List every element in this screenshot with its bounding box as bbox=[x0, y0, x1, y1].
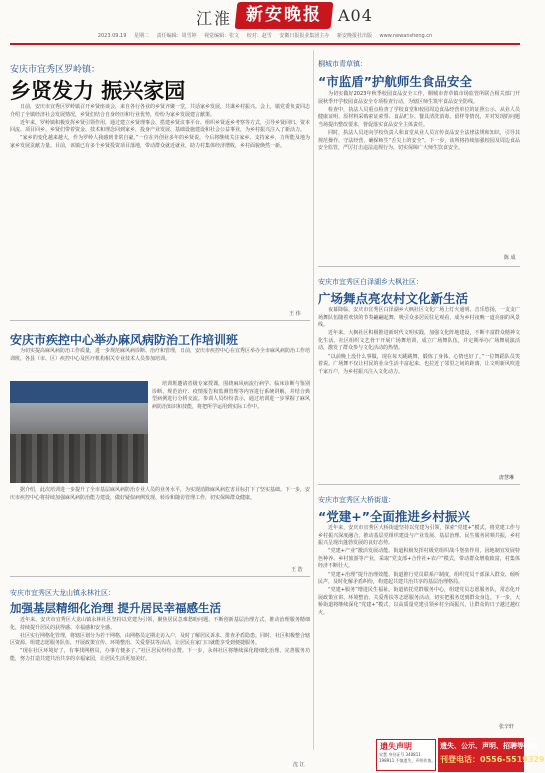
article-body-daqiao bbox=[318, 525, 520, 721]
article-headline-yonglin: 加强基层精细化治理 提升居民幸福感生活 bbox=[10, 601, 222, 615]
article-eyebrow-dafeng: 安庆市宜秀区白泽湖乡大枫社区： bbox=[318, 278, 423, 286]
article-eyebrow-luoling: 安庆市宜秀区罗岭镇： bbox=[10, 65, 101, 75]
paragraph: 夜幕降临，安庆市宜秀区白泽湖乡大枫社区文化广场上灯火通明、音乐悠扬，一支支广场舞队伍随着欢快的节奏翩翩起舞，吸引众多居民驻足观看，成为乡村夜晚一道亮丽的风景线。 bbox=[318, 307, 520, 329]
article-headline-luoling: 乡贤发力 振兴家园 bbox=[10, 79, 186, 103]
paragraph: “党建+治理”提升治理效能。街道推行党员联系户制度，组织党员干部深入群众、倾听民声，及时化解矛盾纠纷，构建起共建共治共享的基层治理格局。 bbox=[318, 571, 520, 586]
lost-notice-text: 宋慧 身份证号 340811 bbox=[379, 752, 421, 757]
classified-ad-phone: 刊登电话：0556-5519329 bbox=[440, 755, 545, 764]
article-credit-dafeng: 唐慧琳 bbox=[499, 475, 515, 481]
logo-text: 新安晚报 bbox=[246, 5, 322, 25]
paragraph: 社区实行网格化管理，将辖区划分为若干网格，由网格员定期走访入户，及时了解居民诉求、排查矛盾隐患。同时，社区积极整合辖区资源，组建志愿服务队伍，开展政策宣传、环境整治、关爱帮扶等活动，让居民在家门口就能享受到便捷服务。 bbox=[10, 632, 311, 647]
page-number: A04 bbox=[338, 6, 373, 25]
article-credit-qingcao: 陈 成 bbox=[504, 255, 516, 261]
article-headline-daqiao: “党建+”全面推进乡村振兴 bbox=[318, 509, 470, 524]
paragraph: “党建+产业”激活发展动能。街道积极发挥村级党组织战斗堡垒作用，因地制宜发展特色种养、乡村旅游等产业，采取“党支部+合作社+农户”模式，带动群众增收致富，村集体经济不断壮大。 bbox=[318, 548, 520, 570]
paragraph: 近年来，安庆市宜秀区大龙山镇永林社区坚持以党建为引领，聚焦居民急难愁盼问题，不断创新基层治理方式，推动治理服务精细化，持续提升居民的获得感、幸福感和安全感。 bbox=[10, 617, 310, 631]
training-photo bbox=[10, 381, 148, 483]
paragraph: 据介绍，此次培训进一步提升了全市基层麻风病防治专业人员的业务水平，为实现消除麻风病危害目标打下了坚实基础。下一步，安庆市疾控中心将持续加强麻风病防治能力建设，做好疑似病例发现、转诊和随访管理工作，切实保障群众健康。 bbox=[10, 487, 311, 501]
paragraph: 检查中，执法人员重点检查了学校食堂和校园周边食品经营单位的证照公示、从业人员健康证明、原材料采购索证索票、食品贮存、餐具清洗消毒、留样等情况，并对发现的问题当场提出整改要求，督促落实食品安全主体责任。 bbox=[318, 106, 520, 128]
article-eyebrow-daqiao: 安庆市宜秀区大桥街道： bbox=[318, 496, 395, 504]
article-headline-qingcao: “市监盾”护航师生食品安全 bbox=[318, 74, 472, 89]
paragraph: 为切实提高麻风病防治工作质量，进一步规范麻风病诊断、治疗和管理，日前，安庆市疾控中心在宜秀区举办全市麻风病防治工作培训班，各县（市、区）疾控中心及医疗机构相关专业技术人员参加培训。 bbox=[10, 348, 311, 362]
region-name: 江淮 bbox=[196, 9, 233, 28]
article-headline-leprosy: 安庆市疾控中心举办麻风病防治工作培训班 bbox=[10, 333, 239, 347]
article-credit-luoling: 王 伟 bbox=[289, 311, 301, 317]
paragraph: 为切实做好2023年秋季校园食品安全工作，桐城市青草镇市场监管所联合相关部门开展秋季开学校园食品安全专项检查行动，为辖区师生筑牢食品安全防线。 bbox=[318, 91, 520, 105]
article-body-qingcao bbox=[318, 91, 520, 253]
article-divider bbox=[10, 576, 310, 577]
article-credit-daqiao: 张辛轩 bbox=[499, 724, 515, 730]
article-credit-leprosy: 王 浩 bbox=[291, 567, 303, 573]
paragraph: “以前晚上没什么事做，现在每天跳跳舞，锻炼了身体，心情也好了。”一位舞蹈队员笑着说。广场舞不仅让村民的业余生活丰富起来，也拉近了邻里之间的距离，让文明新风吹进千家万户，为乡村振兴注入文化动力。 bbox=[318, 353, 520, 375]
lost-notice-text: 198911 不慎遗失，声明作废。 bbox=[379, 758, 436, 763]
paragraph: 同时，执法人员还向学校负责人和食堂从业人员宣传食品安全法律法规和知识，引导其规范操作、守法经营，确保师生“舌尖上的安全”。下一步，该所将持续加强校园及周边食品安全监管，严厉打击违法违规行为，切实保障广大师生饮食安全。 bbox=[318, 129, 520, 152]
article-divider bbox=[318, 484, 520, 485]
masthead bbox=[0, 0, 530, 32]
article-body-dafeng bbox=[318, 307, 520, 473]
paragraph: 近年来，安庆市宜秀区大桥街道坚持以党建为引领，探索“党建+”模式，将党建工作与乡村振兴深度融合，推动基层党组织建设与产业发展、基层治理、民生服务同频共振，乡村振兴呈现出蓬勃发展的良好态势。 bbox=[318, 525, 520, 547]
lost-notice-title: 遗失声明 bbox=[380, 742, 412, 751]
article-divider bbox=[318, 266, 520, 267]
photo-audience bbox=[10, 434, 148, 483]
paragraph: 日前，安庆市宜秀区罗岭镇召开乡贤座谈会，来自各行各业的乡贤齐聚一堂，共话家乡发展，共谋乡村振兴。会上，镇党委负责同志介绍了全镇经济社会发展情况，乡贤们结合自身经历和行业优势，纷纷为家乡发展建言献策。 bbox=[10, 104, 311, 118]
paragraph: “党建+服务”增进民生福祉。街道依托党群服务中心，组建党员志愿服务队，常态化开展政策宣讲、环境整治、关爱帮扶等志愿服务活动，切实把服务送到群众身边。下一步，大桥街道将继续深化“党建+”模式，以高质量党建引领乡村全面振兴，让群众的日子越过越红火。 bbox=[318, 587, 520, 617]
article-divider bbox=[10, 320, 310, 321]
newspaper-logo bbox=[235, 2, 334, 29]
issue-meta-line: 2023.09.19 星期二 责任编辑：周雪婷 视觉编辑：张文 校对：赵雪 安徽日报报业集团主办 新安晚报社出版 www.newansheng.cn bbox=[97, 33, 433, 39]
masthead-rule bbox=[10, 43, 520, 45]
article-intro-leprosy bbox=[10, 348, 310, 377]
article-eyebrow-yonglin: 安庆市宜秀区大龙山镇永林社区： bbox=[10, 589, 115, 597]
paragraph: “现在社区环境好了，有事找网格员，办事方便多了。”社区居民纷纷点赞。下一步，永林社区将继续深化精细化治理，完善服务功能，努力打造共建共治共享的幸福家园，让居民生活更加美好。 bbox=[10, 648, 310, 662]
article-body-luoling bbox=[10, 104, 310, 309]
article-body-yonglin bbox=[10, 617, 310, 759]
article-credit-yonglin: 沈 江 bbox=[293, 762, 305, 768]
column-divider bbox=[313, 50, 314, 750]
paragraph: 近年来，大枫社区积极推进新时代文明实践，加强文化阵地建设，不断丰富群众精神文化生活。社区组织文艺骨干开展广场舞培训，成立广场舞队伍，并定期举办广场舞展演活动，激发了群众参与文化活动的热情。 bbox=[318, 330, 520, 352]
article-eyebrow-qingcao: 桐城市青草镇： bbox=[318, 60, 367, 68]
article-side-leprosy bbox=[152, 381, 310, 483]
article-headline-dafeng: 广场舞点亮农村文化新生活 bbox=[318, 291, 469, 306]
paragraph: 培训班邀请省级专家授课，围绕麻风病流行病学、临床诊断与鉴别诊断、规范治疗、疫情报告和监测管理等内容进行系统讲解，并结合典型病例进行分析交流。参训人员纷纷表示，通过培训进一步掌握了麻风病防治知识和技能，将把所学运用到实际工作中。 bbox=[152, 381, 310, 410]
paragraph: “家乡的变化越来越大，作为罗岭人我感到非常自豪。”一位在外创业多年的乡贤说，今后将继续关注家乡、支持家乡，力所能及地为家乡发展贡献力量。目前，该镇已有多个乡贤投资项目落地，带动群众就近就业，助力村集体经济增收，乡村面貌焕然一新。 bbox=[10, 135, 310, 149]
photo-stage bbox=[10, 381, 148, 403]
classified-ad-label: 遗失、公示、声明、招聘等信息 bbox=[440, 742, 538, 750]
paragraph: 近年来，罗岭镇积极发挥乡贤引领作用，通过建立乡贤理事会、搭建乡贤议事平台、组织乡贤返乡考察等方式，引导乡贤回归、资本回流、项目回乡。乡贤们带着资金、技术和理念回到家乡，投身产业发展、基础设施建设和社会公益事业，为乡村振兴注入了新活力。 bbox=[10, 119, 311, 134]
article-body-leprosy bbox=[10, 487, 310, 565]
